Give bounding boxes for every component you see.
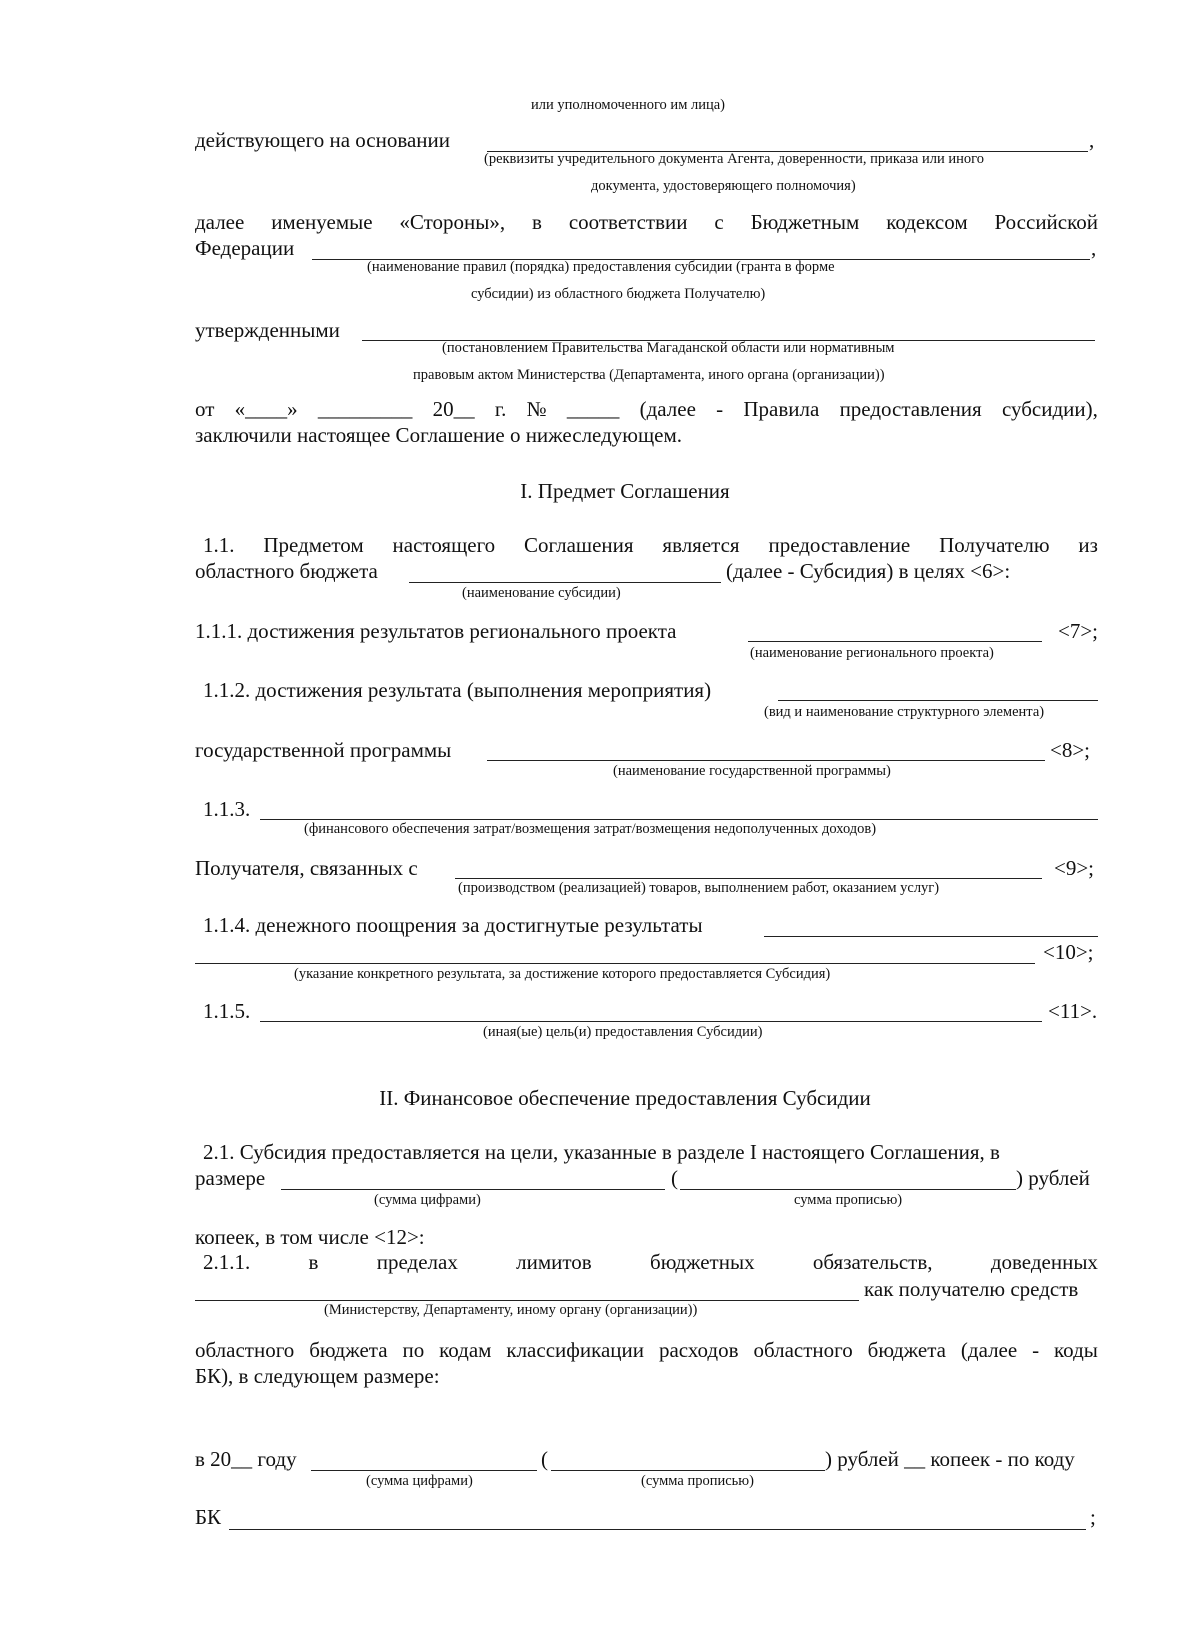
- year-rubles-kopecks: ) рублей __ копеек - по коду: [825, 1447, 1075, 1471]
- year-words-field[interactable]: [551, 1470, 825, 1471]
- word: «Стороны»,: [399, 210, 506, 234]
- word: (далее: [639, 397, 696, 421]
- word: -: [716, 397, 724, 421]
- clause-1-1-1: 1.1.1. достижения результатов регионального проекта: [195, 619, 677, 643]
- section-1-heading: I. Предмет Соглашения: [520, 479, 730, 503]
- word: в: [532, 210, 542, 234]
- bk-semicolon: ;: [1090, 1505, 1096, 1529]
- subsidy-name-field[interactable]: [409, 582, 721, 583]
- word: бюджета: [867, 1338, 946, 1362]
- approved-label: утвержденными: [195, 318, 340, 342]
- state-program-label: государственной программы: [195, 738, 452, 762]
- word: далее: [195, 210, 245, 234]
- word: от: [195, 397, 215, 421]
- word: доведенных: [990, 1250, 1098, 1274]
- ref-7: <7>;: [1058, 619, 1099, 643]
- amount-digits-field[interactable]: [281, 1189, 665, 1190]
- clause-1-1-2: 1.1.2. достижения результата (выполнения мероприятия): [203, 678, 712, 702]
- other-goal-field[interactable]: [260, 1021, 1042, 1022]
- amount-label: размере: [195, 1166, 266, 1190]
- basis-label: действующего на основании: [195, 128, 451, 152]
- word: обязательств,: [812, 1250, 933, 1274]
- clause-1-1-3: 1.1.3.: [203, 797, 251, 821]
- word: областного: [195, 1338, 295, 1362]
- recipient-related-label: Получателя, связанных с: [195, 856, 418, 880]
- clause-1-1-4: 1.1.4. денежного поощрения за достигнутые результаты: [203, 913, 703, 937]
- word: г.: [494, 397, 507, 421]
- other-goal-caption: (иная(ые) цель(и) предоставления Субсидии): [483, 1024, 763, 1040]
- following-amount: БК), в следующем размере:: [195, 1364, 440, 1388]
- year-label: в 20__ году: [195, 1447, 297, 1471]
- structural-element-field[interactable]: [778, 700, 1098, 701]
- date-line: [195, 397, 1098, 421]
- year-words-caption: (сумма прописью): [641, 1473, 754, 1489]
- amount-digits-caption: (сумма цифрами): [374, 1192, 481, 1208]
- word: пределах: [376, 1250, 458, 1274]
- kopecks-line: копеек, в том числе <12>:: [195, 1225, 425, 1249]
- word: именуемые: [271, 210, 373, 234]
- word: бюджета: [309, 1338, 388, 1362]
- parties-line: [195, 210, 1098, 234]
- clause-1-1-5: 1.1.5.: [203, 999, 251, 1023]
- word: -: [1032, 1338, 1040, 1362]
- ref-10: <10>;: [1043, 940, 1094, 964]
- rules-caption-1: (наименование правил (порядка) предоставления субсидии (гранта в форме: [367, 259, 835, 275]
- basis-caption-2: документа, удостоверяющего полномочия): [591, 178, 856, 194]
- bk-field[interactable]: [229, 1529, 1086, 1530]
- clause-2-1: 2.1. Субсидия предоставляется на цели, указанные в разделе I настоящего Соглашения, в: [203, 1140, 1000, 1164]
- bk-codes-line: [195, 1338, 1098, 1362]
- word: областного: [753, 1338, 853, 1362]
- word: кодам: [439, 1338, 492, 1362]
- year-digits-field[interactable]: [311, 1470, 537, 1471]
- ref-11: <11>.: [1048, 999, 1098, 1023]
- approved-caption-1: (постановлением Правительства Магаданской области или нормативным: [442, 340, 895, 356]
- federation-label: Федерации: [195, 236, 295, 260]
- amount-open-paren: (: [671, 1166, 678, 1190]
- bk-label: БК: [195, 1505, 222, 1529]
- amount-words-field[interactable]: [680, 1189, 1016, 1190]
- word: коды: [1054, 1338, 1098, 1362]
- word: является: [662, 533, 740, 557]
- concluded-line: заключили настоящее Соглашение о нижеследующем.: [195, 423, 682, 447]
- word: субсидии),: [1001, 397, 1098, 421]
- clause-1-1-line: [203, 533, 1098, 557]
- reward-caption: (указание конкретного результата, за достижение которого предоставляется Субсидия): [294, 966, 831, 982]
- word: с: [714, 210, 724, 234]
- word: кодексом: [886, 210, 968, 234]
- word: Получателю: [939, 533, 1050, 557]
- word: 20__: [432, 397, 475, 421]
- word: Предметом: [263, 533, 364, 557]
- year-digits-caption: (сумма цифрами): [366, 1473, 473, 1489]
- word: _____: [566, 397, 620, 421]
- ministry-caption: (Министерству, Департаменту, иному органу (организации)): [324, 1302, 698, 1318]
- basis-caption-1: (реквизиты учредительного документа Агента, доверенности, приказа или иного: [484, 151, 984, 167]
- subsidy-name-caption: (наименование субсидии): [462, 585, 621, 601]
- word: бюджетных: [650, 1250, 755, 1274]
- clause-2-1-1-line: [203, 1250, 1098, 1274]
- ref-9: <9>;: [1054, 856, 1095, 880]
- clause-1-1-budget: областного бюджета: [195, 559, 378, 583]
- word: _________: [317, 397, 413, 421]
- word: лимитов: [516, 1250, 592, 1274]
- word: соответствии: [568, 210, 688, 234]
- state-program-caption: (наименование государственной программы): [613, 763, 891, 779]
- rules-caption-2: субсидии) из областного бюджета Получателю): [471, 286, 766, 302]
- financing-field[interactable]: [260, 819, 1098, 820]
- federation-comma: ,: [1091, 236, 1097, 260]
- amount-rubles: ) рублей: [1016, 1166, 1090, 1190]
- financing-caption: (финансового обеспечения затрат/возмещения затрат/возмещения недополученных доходов): [304, 821, 877, 837]
- production-caption: (производством (реализацией) товаров, выполнением работ, оказанием услуг): [458, 880, 940, 896]
- prev-page-fragment: или уполномоченного им лица): [531, 97, 726, 113]
- regional-project-field[interactable]: [748, 641, 1042, 642]
- ministry-field[interactable]: [195, 1300, 859, 1301]
- word: (далее: [960, 1338, 1018, 1362]
- clause-1-1-goal: (далее - Субсидия) в целях <6>:: [726, 559, 1011, 583]
- regional-project-caption: (наименование регионального проекта): [750, 645, 994, 661]
- word: из: [1078, 533, 1098, 557]
- word: по: [402, 1338, 425, 1362]
- word: Бюджетным: [750, 210, 860, 234]
- state-program-field[interactable]: [487, 760, 1045, 761]
- reward-field-1[interactable]: [764, 936, 1098, 937]
- word: предоставления: [839, 397, 982, 421]
- word: Российской: [994, 210, 1098, 234]
- word: 2.1.1.: [203, 1250, 251, 1274]
- word: №: [526, 397, 547, 421]
- reward-field-2[interactable]: [195, 963, 1035, 964]
- word: «____»: [234, 397, 298, 421]
- ref-8: <8>;: [1050, 738, 1091, 762]
- word: классификации: [506, 1338, 645, 1362]
- year-open-paren: (: [541, 1447, 548, 1471]
- word: в: [308, 1250, 319, 1274]
- as-recipient: как получателю средств: [864, 1277, 1079, 1301]
- production-field[interactable]: [455, 878, 1042, 879]
- basis-comma: ,: [1089, 128, 1095, 152]
- approved-caption-2: правовым актом Министерства (Департамента, иного органа (организации)): [413, 367, 885, 383]
- word: 1.1.: [203, 533, 235, 557]
- amount-words-caption: сумма прописью): [794, 1192, 903, 1208]
- word: Правила: [743, 397, 820, 421]
- word: настоящего: [392, 533, 496, 557]
- structural-element-caption: (вид и наименование структурного элемента): [764, 704, 1045, 720]
- word: Соглашения: [524, 533, 634, 557]
- word: расходов: [658, 1338, 739, 1362]
- section-2-heading: II. Финансовое обеспечение предоставления Субсидии: [379, 1086, 871, 1110]
- word: предоставление: [768, 533, 911, 557]
